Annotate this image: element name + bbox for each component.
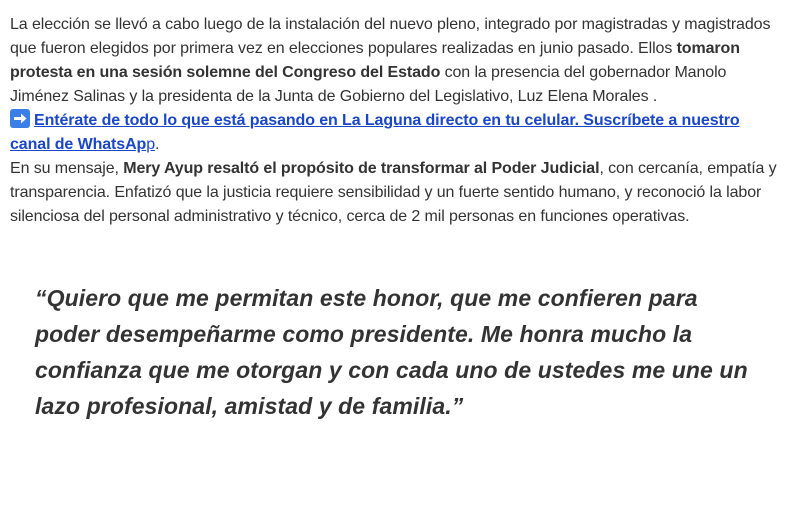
whatsapp-promo <box>10 109 783 157</box>
whatsapp-channel-link-tail: p <box>146 136 156 153</box>
paragraph-message <box>10 157 783 229</box>
paragraph-election-text-b: con la presencia del gobernador Manolo Jiménez Salinas y la presidenta de la Junta de Gobierno del Legislativo, Luz Elena Morales . <box>10 64 727 105</box>
paragraph-election-bold: tomaron protesta en una sesión solemne del Congreso del Estado <box>10 40 740 81</box>
right-arrow-icon <box>10 109 30 128</box>
paragraph-message-bold: Mery Ayup resaltó el propósito de transformar al Poder Judicial <box>123 160 600 177</box>
whatsapp-promo-period: . <box>155 136 160 153</box>
whatsapp-channel-link-text: Entérate de todo lo que está pasando en La Laguna directo en tu celular. Suscríbete a nuestro canal de WhatsAp <box>10 112 740 153</box>
paragraph-message-text-b: , con cercanía, empatía y transparencia. Enfatizó que la justicia requiere sensibilidad y un fuerte sentido humano, y reconoció la labor silenciosa del personal administrativo y técnico, cerca de 2 mil personas en funciones operativas. <box>10 160 777 225</box>
paragraph-election <box>10 13 783 109</box>
paragraph-message-text-a: En su mensaje, <box>10 160 124 177</box>
pull-quote: “Quiero que me permitan este honor, que me confieren para poder desempeñarme como presidente. Me honra mucho la confianza que me otorgan y con cada uno de ustedes me une un lazo profesional, amistad y de familia.” <box>35 285 748 419</box>
paragraph-election-text-a: La elección se llevó a cabo luego de la instalación del nuevo pleno, integrado por magistradas y magistrados que fueron elegidos por primera vez en elecciones populares realizadas en junio pasado. Ellos <box>10 16 771 57</box>
whatsapp-channel-link[interactable] <box>10 112 740 153</box>
